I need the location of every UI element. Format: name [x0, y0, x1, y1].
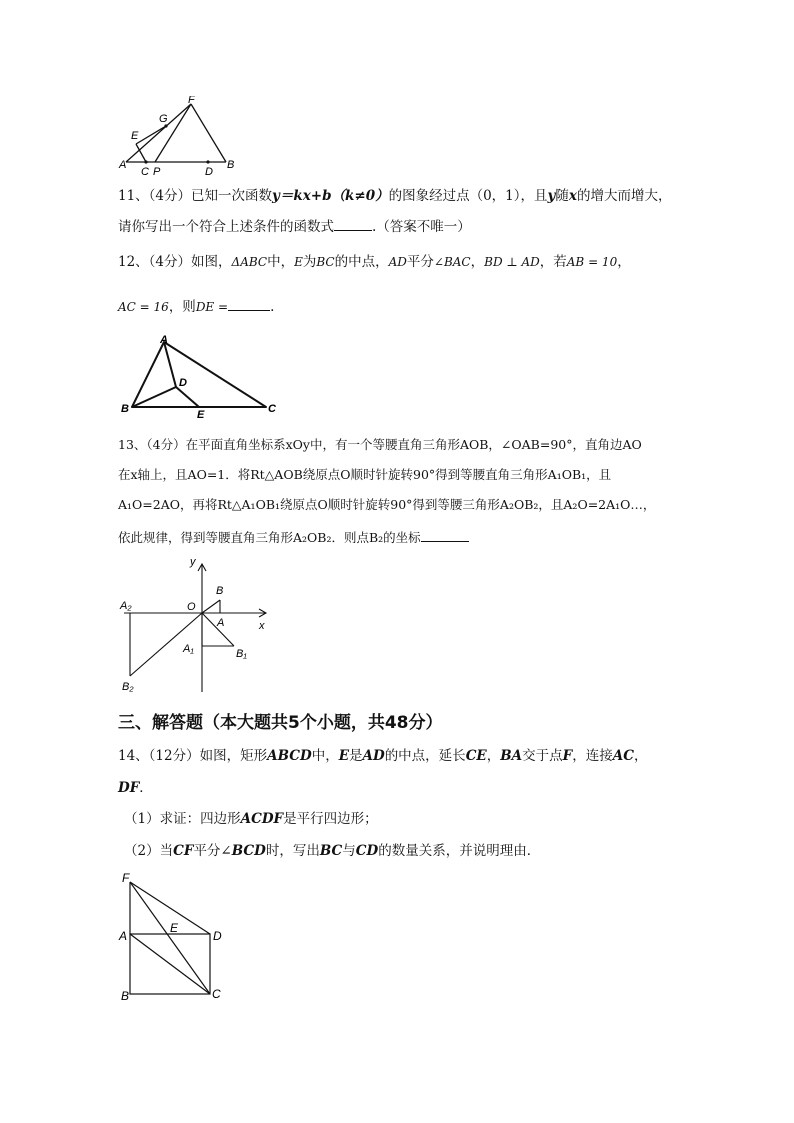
q12-line1: 12、（4分）如图，ΔABC中，E为BC的中点，AD平分∠BAC，BD ⊥ AD，若AB = 10，	[118, 254, 631, 270]
fig10-label-c: C	[141, 166, 149, 178]
fig12-label-c: C	[268, 403, 276, 415]
q14-line2: DF．	[118, 780, 153, 796]
fig10-label-b: B	[227, 159, 235, 171]
fig12-label-b: B	[121, 403, 129, 415]
q11-line1: 11、（4分）已知一次函数y＝kx+b（k≠0）的图象经过点（0，1），且y随x的增大而增大，	[118, 188, 672, 204]
q11-answer-blank[interactable]	[334, 216, 372, 231]
q12-line2: AC = 16，则DE = .	[118, 296, 274, 317]
fig14-label-b: B	[121, 989, 130, 1003]
q14-line1: 14、（12分）如图，矩形ABCD中，E是AD的中点，延长CE，BA交于点F，连接AC，	[118, 748, 648, 764]
figure-q10	[116, 96, 246, 178]
fig13-label-b2: B₂	[122, 681, 134, 693]
fig14-label-d: D	[213, 929, 222, 943]
fig14-label-a: A	[119, 929, 128, 943]
fig13-label-a1: A₁	[183, 643, 194, 655]
figure-q12	[118, 334, 284, 420]
q13-answer-blank[interactable]	[421, 527, 469, 542]
fig10-label-e: E	[131, 130, 139, 142]
fig12-label-a: A	[160, 334, 168, 346]
fig13-label-a2: A₂	[120, 600, 132, 612]
fig13-label-y: y	[190, 556, 196, 568]
fig14-label-f: F	[122, 871, 130, 885]
fig10-label-g: G	[159, 113, 168, 125]
q14-part1: （1）求证：四边形ACDF是平行四边形；	[124, 811, 378, 827]
fig13-label-a: A	[217, 617, 225, 629]
fig10-label-p: P	[153, 166, 161, 178]
fig13-label-b1: B₁	[236, 648, 247, 660]
fig13-label-o: O	[187, 601, 196, 613]
fig10-label-a: A	[119, 159, 127, 171]
fig12-label-e: E	[197, 409, 205, 420]
fig14-label-c: C	[212, 987, 221, 1001]
fig13-label-b: B	[216, 585, 224, 597]
fig13-label-x: x	[259, 620, 265, 632]
q13-line1: 13、（4分）在平面直角坐标系xOy中，有一个等腰直角三角形AOB，∠OAB=90°，直角边AO	[118, 437, 642, 452]
q14-part2: （2）当CF平分∠BCD时，写出BC与CD的数量关系，并说明理由．	[124, 843, 541, 859]
fig14-label-e: E	[170, 921, 179, 935]
figure-q14	[116, 868, 232, 1004]
q13-line4: 依此规律，得到等腰直角三角形A₂OB₂．则点B₂的坐标	[118, 527, 469, 548]
fig10-label-f: F	[188, 96, 195, 106]
q13-line2: 在x轴上，且AO=1．将Rt△AOB绕原点O顺时针旋转90°得到等腰直角三角形A₁OB₁，且	[118, 467, 612, 482]
fig10-label-d: D	[205, 166, 213, 178]
figure-q13	[116, 552, 276, 696]
section-heading: 三、解答题（本大题共5个小题，共48分）	[118, 713, 443, 733]
fig12-label-d: D	[179, 377, 187, 389]
q13-line3: A₁O=2AO，再将Rt△A₁OB₁绕原点O顺时针旋转90°得到等腰三角形A₂OB₂，且A₂O=2A₁O…，	[118, 497, 656, 512]
q11-line2: 请你写出一个符合上述条件的函数式 .（答案不唯一）	[118, 216, 471, 237]
q12-answer-blank[interactable]	[228, 296, 270, 311]
